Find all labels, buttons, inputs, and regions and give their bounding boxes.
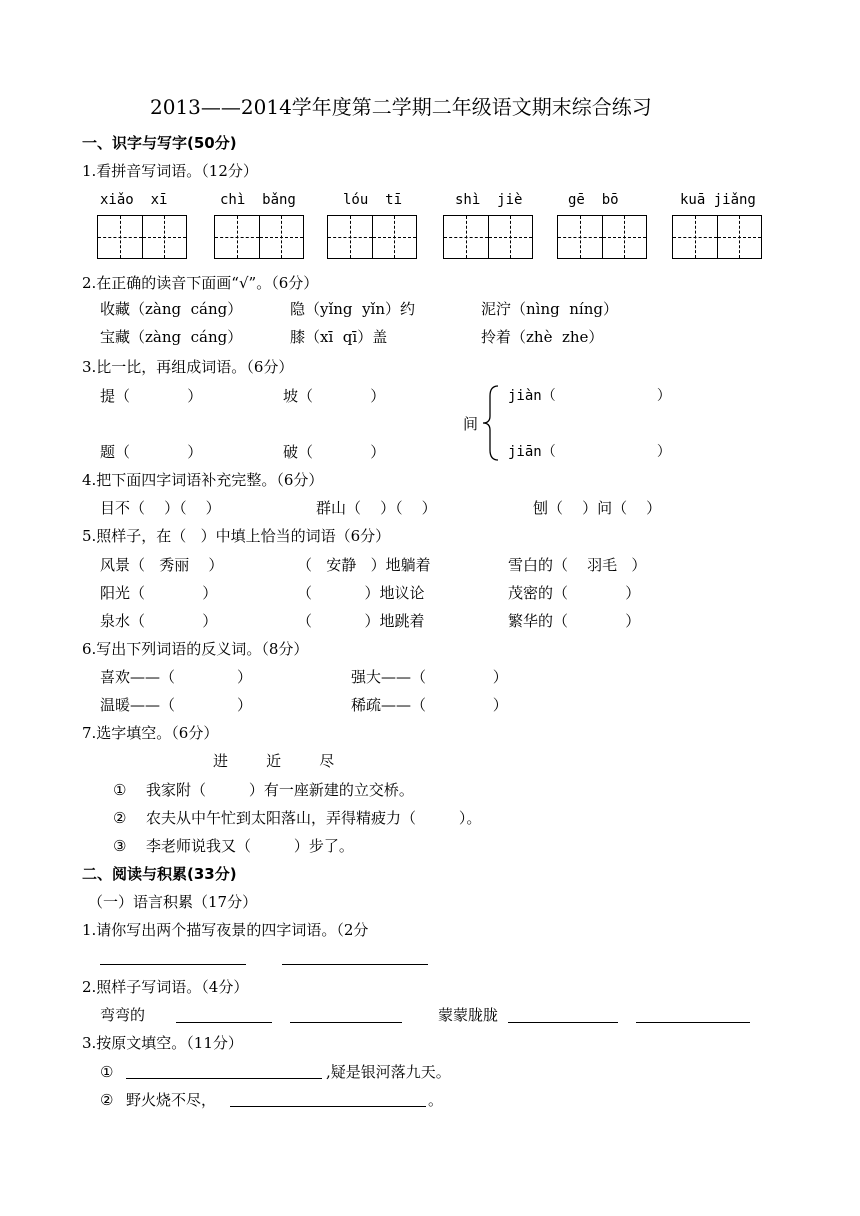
q5-item: 繁华的（ ） bbox=[508, 612, 641, 630]
q7-item: 农夫从中午忙到太阳落山，弄得精疲力（ ）。 bbox=[146, 809, 482, 827]
writing-grid-2[interactable] bbox=[214, 215, 304, 259]
q3-item: 破（ ） bbox=[283, 443, 386, 461]
q7-num: ③ bbox=[113, 837, 127, 855]
q6-item: 强大——（ ） bbox=[351, 668, 508, 686]
q3-jian-item: jiān（ ） bbox=[508, 444, 671, 460]
q4-item: 群山（ ）（ ） bbox=[316, 499, 437, 517]
answer-line[interactable] bbox=[290, 1022, 402, 1023]
q6-item: 温暖——（ ） bbox=[100, 696, 252, 714]
q1-prompt: 1.看拼音写词语。（12分） bbox=[82, 162, 258, 180]
brace-icon bbox=[480, 384, 500, 462]
r1-prompt: 1.请你写出两个描写夜景的四字词语。（2分 bbox=[82, 921, 369, 939]
page-title: 2013——2014学年度第二学期二年级语文期末综合练习 bbox=[150, 95, 652, 119]
q2-item: 宝藏（zàng cáng） bbox=[100, 328, 243, 346]
section-1-heading: 一、识字与写字(50分) bbox=[82, 134, 237, 152]
q3-jian-item: jiàn（ ） bbox=[508, 388, 671, 404]
q5-item: 泉水（ ） bbox=[100, 612, 218, 630]
q2-item: 隐（yǐng yǐn）约 bbox=[290, 300, 416, 318]
answer-line[interactable] bbox=[176, 1022, 272, 1023]
jian-character: 间 bbox=[463, 415, 479, 433]
pinyin-4: shì jiè bbox=[455, 192, 523, 208]
q7-num: ② bbox=[113, 809, 127, 827]
answer-line[interactable] bbox=[230, 1106, 426, 1107]
q7-item: 李老师说我又（ ）步了。 bbox=[146, 837, 354, 855]
r2-example: 蒙蒙胧胧 bbox=[438, 1006, 499, 1024]
writing-grid-3[interactable] bbox=[327, 215, 417, 259]
r3-num: ① bbox=[100, 1063, 114, 1081]
writing-grid-1[interactable] bbox=[97, 215, 187, 259]
r3-head: 野火烧不尽， bbox=[126, 1091, 217, 1109]
writing-grid-4[interactable] bbox=[443, 215, 533, 259]
q5-prompt: 5.照样子，在（ ）中填上恰当的词语（6分） bbox=[82, 527, 391, 545]
q6-item: 喜欢——（ ） bbox=[100, 668, 252, 686]
r2-prompt: 2.照样子写词语。（4分） bbox=[82, 978, 249, 996]
q5-item: 茂密的（ ） bbox=[508, 584, 641, 602]
answer-line[interactable] bbox=[508, 1022, 618, 1023]
q6-prompt: 6.写出下列词语的反义词。（8分） bbox=[82, 640, 309, 658]
q5-item: （ ）地跳着 bbox=[297, 612, 425, 630]
answer-line[interactable] bbox=[282, 964, 428, 965]
r2-example: 弯弯的 bbox=[100, 1006, 146, 1024]
q5-item: （ ）地议论 bbox=[297, 584, 425, 602]
q5-item: （ 安静 ）地躺着 bbox=[297, 556, 431, 574]
q2-item: 拎着（zhè zhe） bbox=[481, 328, 604, 346]
q3-item: 提（ ） bbox=[100, 387, 203, 405]
section-2-heading: 二、阅读与积累(33分) bbox=[82, 865, 237, 883]
subsection-heading: （一）语言积累（17分） bbox=[88, 893, 258, 911]
r3-prompt: 3.按原文填空。（11分） bbox=[82, 1034, 243, 1052]
pinyin-3: lóu tī bbox=[343, 192, 403, 208]
q4-item: 刨（ ）问（ ） bbox=[533, 499, 662, 517]
r3-tail: 。 bbox=[428, 1091, 444, 1109]
pinyin-1: xiǎo xī bbox=[100, 192, 168, 208]
q6-item: 稀疏——（ ） bbox=[351, 696, 508, 714]
pinyin-6: kuā jiǎng bbox=[680, 192, 756, 208]
q3-item: 坡（ ） bbox=[283, 387, 386, 405]
q3-prompt: 3.比一比，再组成词语。（6分） bbox=[82, 358, 294, 376]
q4-prompt: 4.把下面四字词语补充完整。（6分） bbox=[82, 471, 324, 489]
q2-prompt: 2.在正确的读音下面画“√”。（6分） bbox=[82, 274, 319, 292]
q2-item: 收藏（zàng cáng） bbox=[100, 300, 243, 318]
q5-item: 雪白的（ 羽毛 ） bbox=[508, 556, 647, 574]
q4-item: 目不（ ）（ ） bbox=[100, 499, 221, 517]
answer-line[interactable] bbox=[100, 964, 246, 965]
q7-item: 我家附（ ）有一座新建的立交桥。 bbox=[146, 781, 414, 799]
q7-num: ① bbox=[113, 781, 127, 799]
q2-item: 膝（xī qī）盖 bbox=[290, 328, 388, 346]
q7-choices: 进 近 尽 bbox=[213, 752, 335, 770]
answer-line[interactable] bbox=[126, 1078, 322, 1079]
writing-grid-6[interactable] bbox=[672, 215, 762, 259]
q3-item: 题（ ） bbox=[100, 443, 203, 461]
r3-tail: ,疑是银河落九天。 bbox=[326, 1063, 451, 1081]
pinyin-2: chì bǎng bbox=[220, 192, 296, 208]
q5-item: 风景（ 秀丽 ） bbox=[100, 556, 224, 574]
q5-item: 阳光（ ） bbox=[100, 584, 218, 602]
writing-grid-5[interactable] bbox=[557, 215, 647, 259]
q2-item: 泥泞（nìng níng） bbox=[481, 300, 618, 318]
r3-num: ② bbox=[100, 1091, 114, 1109]
q7-prompt: 7.选字填空。（6分） bbox=[82, 724, 219, 742]
answer-line[interactable] bbox=[636, 1022, 750, 1023]
pinyin-5: gē bō bbox=[568, 192, 619, 208]
